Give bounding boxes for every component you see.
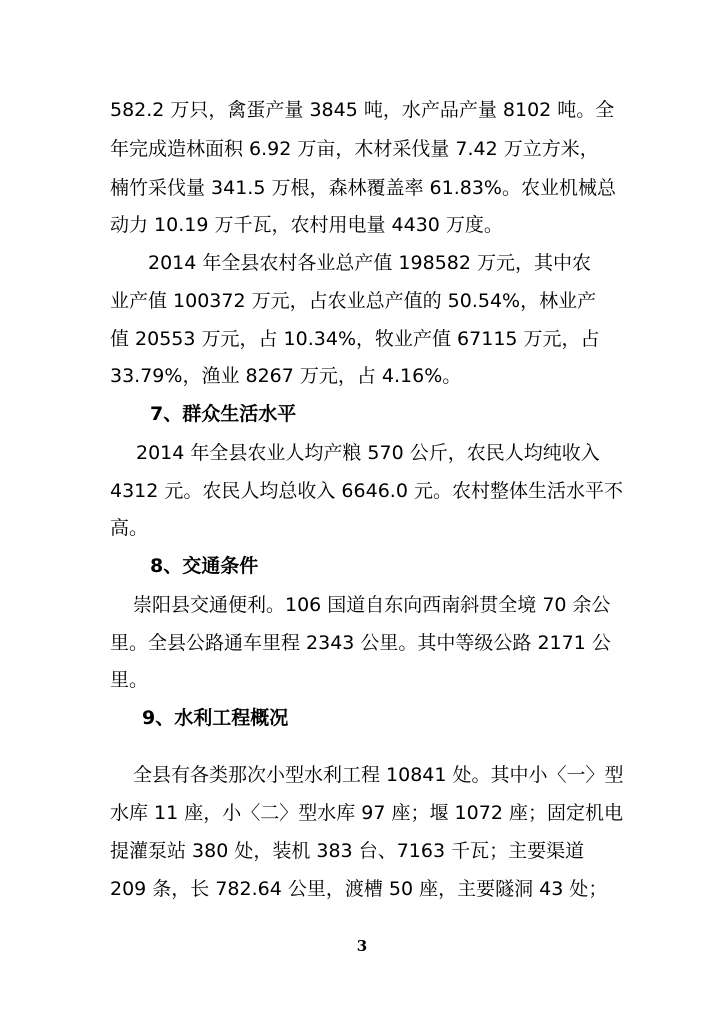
page-number: 3 (356, 937, 368, 955)
body-text-line: 水库 11 座，小〈二〉型水库 97 座；堰 1072 座；固定机电 (110, 802, 623, 824)
body-text-line: 动力 10.19 万千瓦，农村用电量 4430 万度。 (110, 214, 503, 236)
body-text-line: 4312 元。农民人均总收入 6646.0 元。农村整体生活水平不 (110, 480, 623, 502)
body-text-line: 值 20553 万元，占 10.34%，牧业产值 67115 万元，占 (110, 328, 600, 350)
body-text-line: 楠竹采伐量 341.5 万根，森林覆盖率 61.83%。农业机械总 (110, 177, 616, 199)
body-text-line: 209 条，长 782.64 公里，渡槽 50 座，主要隧洞 43 处； (110, 878, 608, 900)
body-text-line: 提灌泵站 380 处，装机 383 台、7163 千瓦；主要渠道 (110, 840, 585, 862)
body-text-line: 崇阳县交通便利。106 国道自东向西南斜贯全境 70 余公 (133, 594, 611, 616)
section-heading: 8、交通条件 (150, 555, 259, 577)
body-text-line: 业产值 100372 万元，占农业总产值的 50.54%，林业产 (110, 290, 597, 312)
body-text-line: 高。 (110, 517, 149, 539)
section-heading: 9、水利工程概况 (142, 707, 289, 729)
body-text-line: 里。 (110, 669, 149, 691)
body-text-line: 里。全县公路通车里程 2343 公里。其中等级公路 2171 公 (110, 632, 611, 654)
body-text-line: 2014 年全县农业人均产粮 570 公斤，农民人均纯收入 (136, 442, 600, 464)
body-text-line: 582.2 万只，禽蛋产量 3845 吨，水产品产量 8102 吨。全 (110, 99, 615, 121)
body-text-line: 年完成造林面积 6.92 万亩，木材采伐量 7.42 万立方米， (110, 138, 599, 160)
body-text-line: 2014 年全县农村各业总产值 198582 万元，其中农 (148, 252, 592, 274)
body-text-line: 33.79%，渔业 8267 万元，占 4.16%。 (110, 365, 462, 387)
body-text-line: 全县有各类那次小型水利工程 10841 处。其中小〈一〉型 (133, 764, 624, 786)
section-heading: 7、群众生活水平 (150, 403, 297, 425)
